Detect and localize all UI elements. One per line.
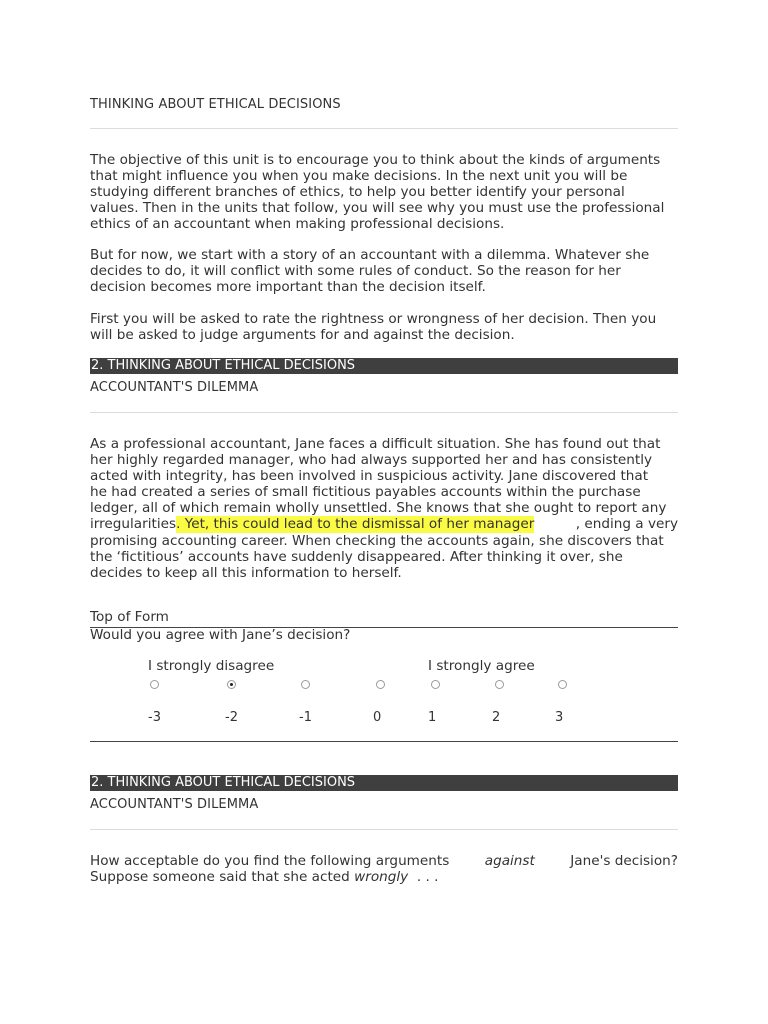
- intro-paragraph-2: [90, 247, 678, 295]
- intro-line: First you will be asked to rate the rightness or wrongness of her decision. Then you: [90, 311, 657, 327]
- arguments-question: [90, 853, 678, 885]
- section-subtitle: ACCOUNTANT'S DILEMMA: [90, 380, 259, 395]
- intro-line: ethics of an accountant when making professional decisions.: [90, 216, 505, 233]
- question-ellipsis: . . .: [416, 869, 439, 886]
- scale-value-3: 3: [555, 710, 564, 725]
- scale-value-0: 0: [373, 710, 382, 725]
- story-line: decides to keep all this information to herself.: [90, 564, 402, 581]
- scale-right-label: I strongly agree: [428, 658, 535, 674]
- intro-line: will be asked to judge arguments for and against the decision.: [90, 327, 515, 344]
- rating-radio-1[interactable]: [431, 680, 440, 689]
- question-emphasis: against: [484, 853, 535, 869]
- scale-value-minus-3: -3: [148, 710, 161, 725]
- section-header-bar: 2. THINKING ABOUT ETHICAL DECISIONS: [90, 775, 678, 791]
- story-paragraph: [90, 436, 678, 581]
- question-line: [90, 853, 678, 869]
- rating-radio-minus-2[interactable]: [227, 680, 236, 689]
- story-line: As a professional accountant, Jane faces a difficult situation. She has found out that: [90, 436, 661, 452]
- story-text: , ending a very: [575, 516, 678, 533]
- intro-line: But for now, we start with a story of an accountant with a dilemma. Whatever she: [90, 247, 650, 263]
- rating-radio-3[interactable]: [558, 680, 567, 689]
- form-bottom-rule: [90, 741, 678, 742]
- intro-line: values. Then in the units that follow, you will see why you must use the professional: [90, 200, 665, 217]
- section-subtitle: ACCOUNTANT'S DILEMMA: [90, 797, 259, 812]
- story-line-highlighted: [90, 516, 678, 532]
- scale-value-minus-2: -2: [225, 710, 238, 725]
- intro-line: decides to do, it will conflict with some rules of conduct. So the reason for her: [90, 263, 621, 280]
- intro-paragraph-1: [90, 152, 678, 232]
- question-text: Suppose someone said that she acted: [90, 869, 350, 886]
- scale-value-2: 2: [492, 710, 501, 725]
- section-divider: [90, 829, 678, 830]
- title-divider: [90, 128, 678, 129]
- scale-left-label: I strongly disagree: [148, 658, 275, 674]
- story-text: irregularities: [90, 516, 177, 533]
- intro-paragraph-3: [90, 311, 678, 343]
- story-line: he had created a series of small fictitious payables accounts within the purchase: [90, 484, 641, 501]
- highlighted-text: . Yet, this could lead to the dismissal of her manager: [176, 516, 535, 533]
- form-top-label: Top of Form: [90, 609, 169, 625]
- question-line: [90, 869, 678, 885]
- intro-line: that might influence you when you make decisions. In the next unit you will be: [90, 168, 628, 185]
- story-line: promising accounting career. When checking the accounts again, she discovers that: [90, 532, 664, 549]
- intro-line: studying different branches of ethics, to help you better identify your personal: [90, 184, 625, 201]
- question-emphasis: wrongly: [354, 869, 409, 886]
- story-line: the ‘fictitious’ accounts have suddenly disappeared. After thinking it over, she: [90, 548, 623, 565]
- story-line: ledger, all of which remain wholly unsettled. She knows that she ought to report any: [90, 500, 667, 517]
- rating-radio-minus-1[interactable]: [301, 680, 310, 689]
- form-question: Would you agree with Jane’s decision?: [90, 627, 351, 643]
- page-title: THINKING ABOUT ETHICAL DECISIONS: [90, 97, 341, 112]
- question-text: How acceptable do you find the following arguments: [90, 853, 450, 869]
- rating-radio-minus-3[interactable]: [150, 680, 159, 689]
- scale-value-1: 1: [428, 710, 437, 725]
- intro-line: The objective of this unit is to encourage you to think about the kinds of arguments: [90, 152, 661, 168]
- rating-radio-0[interactable]: [376, 680, 385, 689]
- story-line: acted with integrity, has been involved in suspicious activity. Jane discovered that: [90, 468, 649, 485]
- story-line: her highly regarded manager, who had always supported her and has consistently: [90, 452, 653, 469]
- intro-line: decision becomes more important than the decision itself.: [90, 279, 486, 296]
- question-text: Jane's decision?: [570, 853, 678, 869]
- rating-radio-2[interactable]: [495, 680, 504, 689]
- section-divider: [90, 412, 678, 413]
- scale-value-minus-1: -1: [299, 710, 312, 725]
- section-header-bar: 2. THINKING ABOUT ETHICAL DECISIONS: [90, 358, 678, 374]
